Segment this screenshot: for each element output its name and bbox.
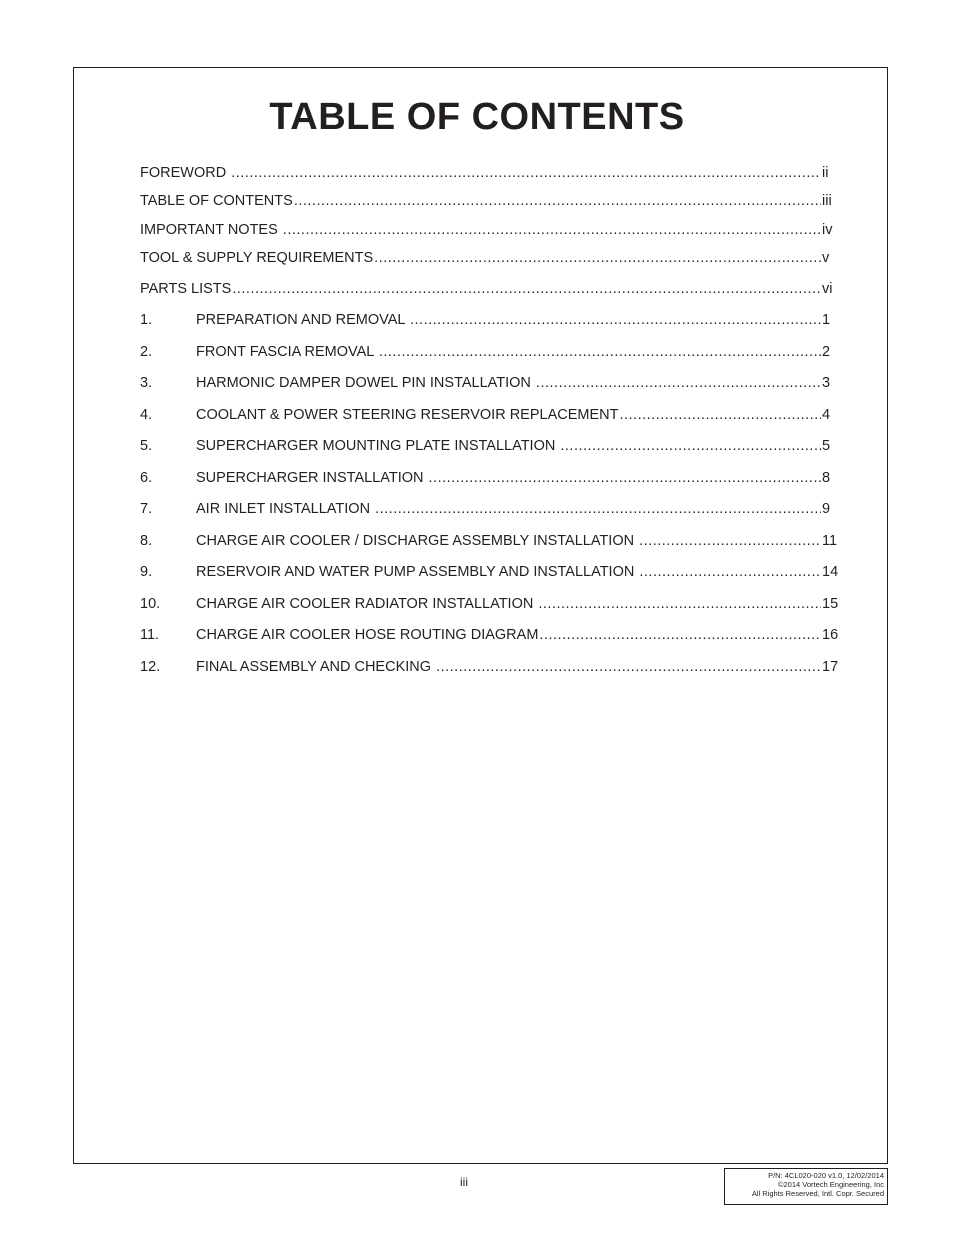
toc-entry-page: 2 <box>822 344 831 360</box>
toc-entry-page: 9 <box>822 501 831 517</box>
toc-leader-dots <box>294 193 821 209</box>
toc-entry-number: 9. <box>140 564 153 580</box>
toc-entry-label: CHARGE AIR COOLER HOSE ROUTING DIAGRAM <box>196 627 539 643</box>
toc-entry-number: 12. <box>140 659 161 675</box>
toc-entry <box>140 407 840 427</box>
toc-entry-label: FINAL ASSEMBLY AND CHECKING <box>196 659 436 675</box>
toc-entry-number: 6. <box>140 470 153 486</box>
toc-leader-dots <box>639 564 821 580</box>
toc-entry-page: 3 <box>822 375 831 391</box>
toc-leader-dots <box>436 659 821 675</box>
toc-entry-page: v <box>822 250 830 266</box>
toc-entry-number: 2. <box>140 344 153 360</box>
rights-line: All Rights Reserved, Intl. Copr. Secured <box>751 1189 884 1198</box>
toc-entry-page: 15 <box>822 596 839 612</box>
toc-entry-label: IMPORTANT NOTES <box>140 222 282 238</box>
toc-leader-dots <box>639 533 821 549</box>
toc-entry <box>140 627 840 647</box>
toc-entry-label: RESERVOIR AND WATER PUMP ASSEMBLY AND INSTALLATION <box>196 564 639 580</box>
toc-entry-label: COOLANT & POWER STEERING RESERVOIR REPLACEMENT <box>196 407 619 423</box>
toc-entry <box>140 222 840 242</box>
toc-leader-dots <box>410 312 821 328</box>
toc-entry-label: CHARGE AIR COOLER RADIATOR INSTALLATION <box>196 596 538 612</box>
toc-entry-number: 4. <box>140 407 153 423</box>
toc-entry <box>140 312 840 332</box>
toc-leader-dots <box>619 407 821 423</box>
part-number: P/N: 4CL020-020 v1.0, 12/02/2014 <box>768 1171 884 1180</box>
toc-leader-dots <box>539 627 821 643</box>
toc-entry <box>140 659 840 679</box>
toc-entry-number: 3. <box>140 375 153 391</box>
toc-leader-dots <box>538 596 821 612</box>
toc-entry-label: PARTS LISTS <box>140 281 232 297</box>
toc-entry <box>140 375 840 395</box>
toc-entry-number: 7. <box>140 501 153 517</box>
toc-entry-number: 8. <box>140 533 153 549</box>
toc-entry-page: 16 <box>822 627 839 643</box>
toc-entry-page: 1 <box>822 312 831 328</box>
toc-entry-label: SUPERCHARGER INSTALLATION <box>196 470 428 486</box>
toc-entry <box>140 470 840 490</box>
toc-entry-page: ii <box>822 165 829 181</box>
toc-entry-page: 14 <box>822 564 839 580</box>
toc-entry-label: FOREWORD <box>140 165 231 181</box>
toc-entry <box>140 193 840 213</box>
copyright-line: ©2014 Vortech Engineering, Inc <box>777 1180 884 1189</box>
toc-leader-dots <box>231 165 821 181</box>
toc-leader-dots <box>379 344 821 360</box>
toc-entry <box>140 438 840 458</box>
toc-entry <box>140 501 840 521</box>
toc-entry-page: iii <box>822 193 832 209</box>
toc-leader-dots <box>560 438 821 454</box>
toc-leader-dots <box>536 375 821 391</box>
toc-entry-page: iv <box>822 222 833 238</box>
toc-entry <box>140 344 840 364</box>
toc-entry-label: TOOL & SUPPLY REQUIREMENTS <box>140 250 374 266</box>
toc-entry <box>140 281 840 301</box>
page-number: iii <box>460 1175 468 1189</box>
toc-entry <box>140 165 840 185</box>
toc-entry-number: 5. <box>140 438 153 454</box>
toc-entry-page: 17 <box>822 659 839 675</box>
toc-entry-label: AIR INLET INSTALLATION <box>196 501 375 517</box>
toc-leader-dots <box>375 501 821 517</box>
toc-entry-page: vi <box>822 281 833 297</box>
toc-entry-label: FRONT FASCIA REMOVAL <box>196 344 378 360</box>
toc-entry-page: 11 <box>822 533 838 549</box>
toc-entry <box>140 564 840 584</box>
toc-entry-label: TABLE OF CONTENTS <box>140 193 293 209</box>
toc-entry-label: CHARGE AIR COOLER / DISCHARGE ASSEMBLY INSTALLATION <box>196 533 639 549</box>
toc-entry-label: PREPARATION AND REMOVAL <box>196 312 409 328</box>
toc-entry-label: HARMONIC DAMPER DOWEL PIN INSTALLATION <box>196 375 535 391</box>
toc-entry-page: 8 <box>822 470 831 486</box>
toc-leader-dots <box>374 250 821 266</box>
toc-leader-dots <box>232 281 821 297</box>
toc-entry <box>140 250 840 270</box>
toc-leader-dots <box>283 222 821 238</box>
toc-entry-page: 4 <box>822 407 831 423</box>
page-title: TABLE OF CONTENTS <box>269 96 685 138</box>
toc-entry-number: 10. <box>140 596 161 612</box>
toc-entry <box>140 533 840 553</box>
toc-entry <box>140 596 840 616</box>
toc-entry-number: 11. <box>140 627 160 643</box>
document-info-box <box>724 1168 888 1205</box>
toc-entry-label: SUPERCHARGER MOUNTING PLATE INSTALLATION <box>196 438 560 454</box>
toc-leader-dots <box>429 470 821 486</box>
toc-entry-page: 5 <box>822 438 831 454</box>
toc-entry-number: 1. <box>140 312 153 328</box>
